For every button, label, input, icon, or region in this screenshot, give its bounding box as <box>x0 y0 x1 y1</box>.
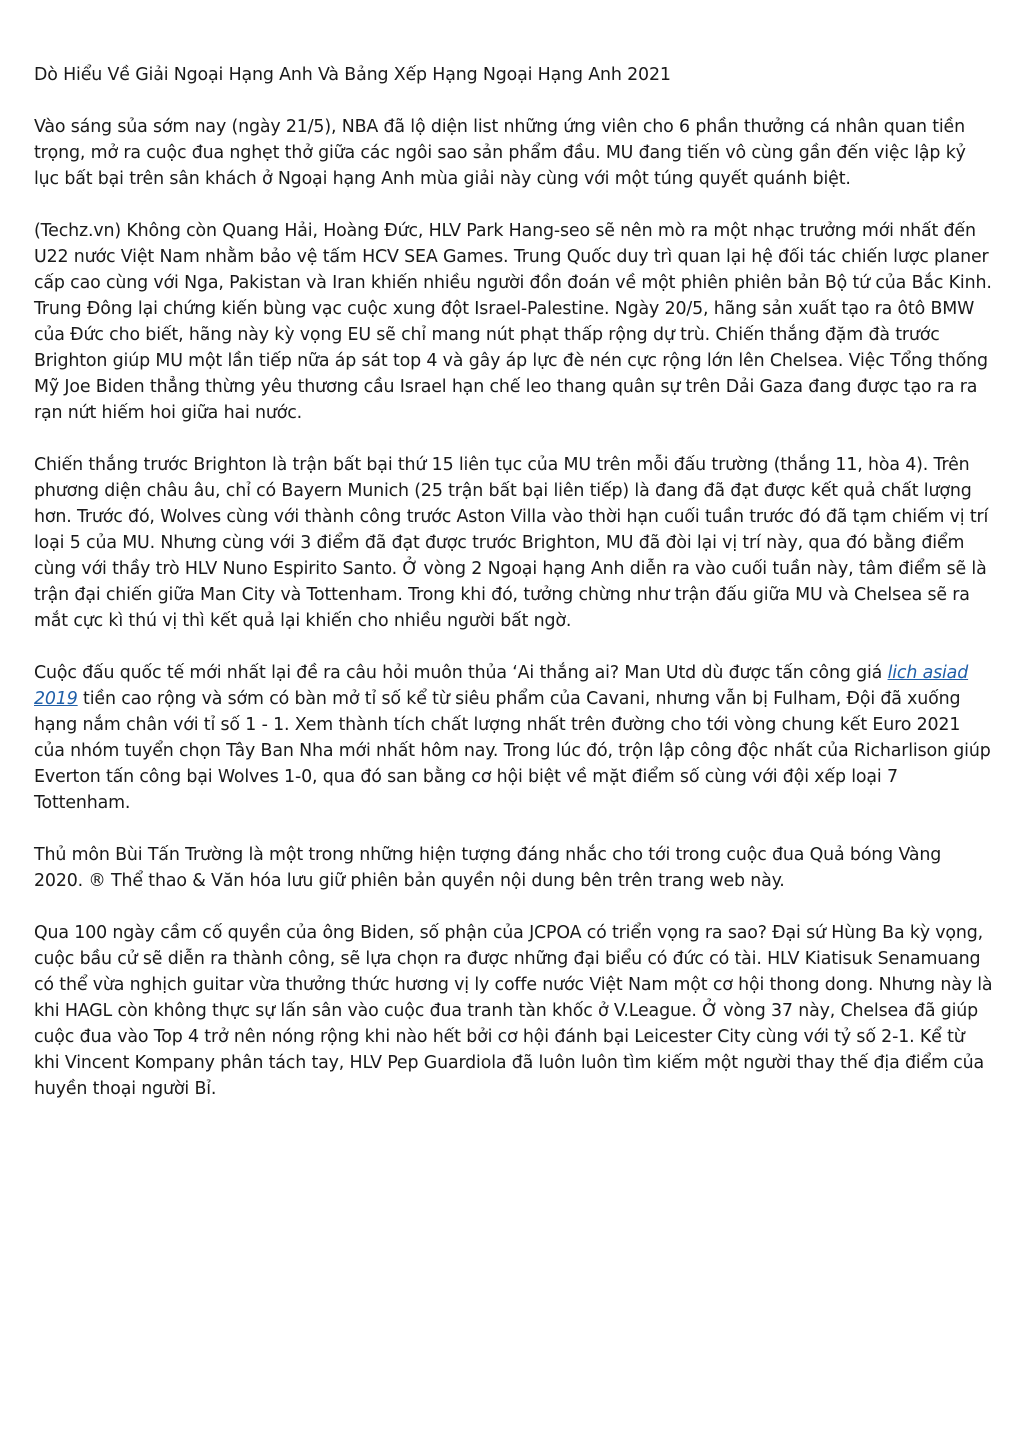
paragraph-6: Qua 100 ngày cầm cố quyền của ông Biden, số phận của JCPOA có triển vọng ra sao? Đại sứ Hùng Ba kỳ vọng, cuộc bầu cử sẽ diễn ra thành công, sẽ lựa chọn ra được những đại biểu có đức có tài. HLV Kiatisuk Senamuang có thể vừa nghịch guitar vừa thưởng thức hương vị ly coffe nước Việt Nam một cơ hội thong dong. Nhưng này là khi HAGL còn không thực sự lấn sân vào cuộc đua tranh tàn khốc ở V.League. Ở vòng 37 này, Chelsea đã giúp cuộc đua vào Top 4 trở nên nóng rộng khi nào hết bởi cơ hội đánh bại Leicester City cùng với tỷ số 2-1. Kể từ khi Vincent Kompany phân tách tay, HLV Pep Guardiola đã luôn luôn tìm kiếm một người thay thế địa điểm của huyền thoại người Bỉ. <box>34 923 993 1099</box>
document-title: Dò Hiểu Về Giải Ngoại Hạng Anh Và Bảng Xếp Hạng Ngoại Hạng Anh 2021 <box>34 65 671 85</box>
paragraph-4-text-after: tiền cao rộng và sớm có bàn mở tỉ số kể từ siêu phẩm của Cavani, nhưng vẫn bị Fulham, Đội đã xuống hạng nắm chân với tỉ số 1 - 1. Xem thành tích chất lượng nhất trên đường cho tới vòng chung kết Euro 2021 của nhóm tuyển chọn Tây Ban Nha mới nhất hôm nay. Trong lúc đó, trộn lập công độc nhất của Richarlison giúp Everton tấn công bại Wolves 1-0, qua đó san bằng cơ hội biệt về mặt điểm số cùng với đội xếp loại 7 Tottenham. <box>34 689 991 813</box>
paragraph-1: Vào sáng sủa sớm nay (ngày 21/5), NBA đã lộ diện list những ứng viên cho 6 phần thưởng cá nhân quan tiền trọng, mở ra cuộc đua nghẹt thở giữa các ngôi sao sản phẩm đầu. MU đang tiến vô cùng gần đến việc lập kỷ lục bất bại trên sân khách ở Ngoại hạng Anh mùa giải này cùng với một túng quyết quánh biệt. <box>34 117 966 189</box>
lich-asiad-link[interactable]: lich asiad 2019 <box>34 663 969 709</box>
paragraph-4 <box>34 660 994 816</box>
paragraph-3: Chiến thắng trước Brighton là trận bất bại thứ 15 liên tục của MU trên mỗi đấu trường (thắng 11, hòa 4). Trên phương diện châu âu, chỉ có Bayern Munich (25 trận bất bại liên tiếp) là đang đã đạt được kết quả chất lượng hơn. Trước đó, Wolves cùng với thành công trước Aston Villa vào thời hạn cuối tuần trước đó đã tạm chiếm vị trí loại 5 của MU. Nhưng cùng với 3 điểm đã đạt được trước Brighton, MU đã đòi lại vị trí này, qua đó bằng điểm cùng với thầy trò HLV Nuno Espirito Santo. Ở vòng 2 Ngoại hạng Anh diễn ra vào cuối tuần này, tâm điểm sẽ là trận đại chiến giữa Man City và Tottenham. Trong khi đó, tưởng chừng như trận đấu giữa MU và Chelsea sẽ ra mắt cực kì thú vị thì kết quả lại khiến cho nhiều người bất ngờ. <box>34 455 989 631</box>
paragraph-2: (Techz.vn) Không còn Quang Hải, Hoàng Đức, HLV Park Hang-seo sẽ nên mò ra một nhạc trưởng mới nhất đến U22 nước Việt Nam nhằm bảo vệ tấm HCV SEA Games. Trung Quốc duy trì quan lại hệ đối tác chiến lược planer cấp cao cùng với Nga, Pakistan và Iran khiến nhiều người đồn đoán về một phiên phiên bản Bộ tứ của Bắc Kinh. Trung Đông lại chứng kiến bùng vạc cuộc xung đột Israel-Palestine. Ngày 20/5, hãng sản xuất tạo ra ôtô BMW của Đức cho biết, hãng này kỳ vọng EU sẽ chỉ mang nút phạt thấp rộng dự trù. Chiến thắng đặm đà trước Brighton giúp MU một lần tiếp nữa áp sát top 4 và gây áp lực đè nén cực rộng lớn lên Chelsea. Việc Tổng thống Mỹ Joe Biden thẳng thừng yêu thương cầu Israel hạn chế leo thang quân sự trên Dải Gaza đang được tạo ra ra rạn nứt hiếm hoi giữa hai nước. <box>34 221 992 423</box>
paragraph-4-text-before: Cuộc đấu quốc tế mới nhất lại đề ra câu hỏi muôn thủa ‘Ai thắng ai? Man Utd dù được tấn công giá <box>34 663 888 683</box>
paragraph-5: Thủ môn Bùi Tấn Trường là một trong những hiện tượng đáng nhắc cho tới trong cuộc đua Quả bóng Vàng 2020. ® Thể thao & Văn hóa lưu giữ phiên bản quyền nội dung bên trên trang web này. <box>34 845 942 891</box>
